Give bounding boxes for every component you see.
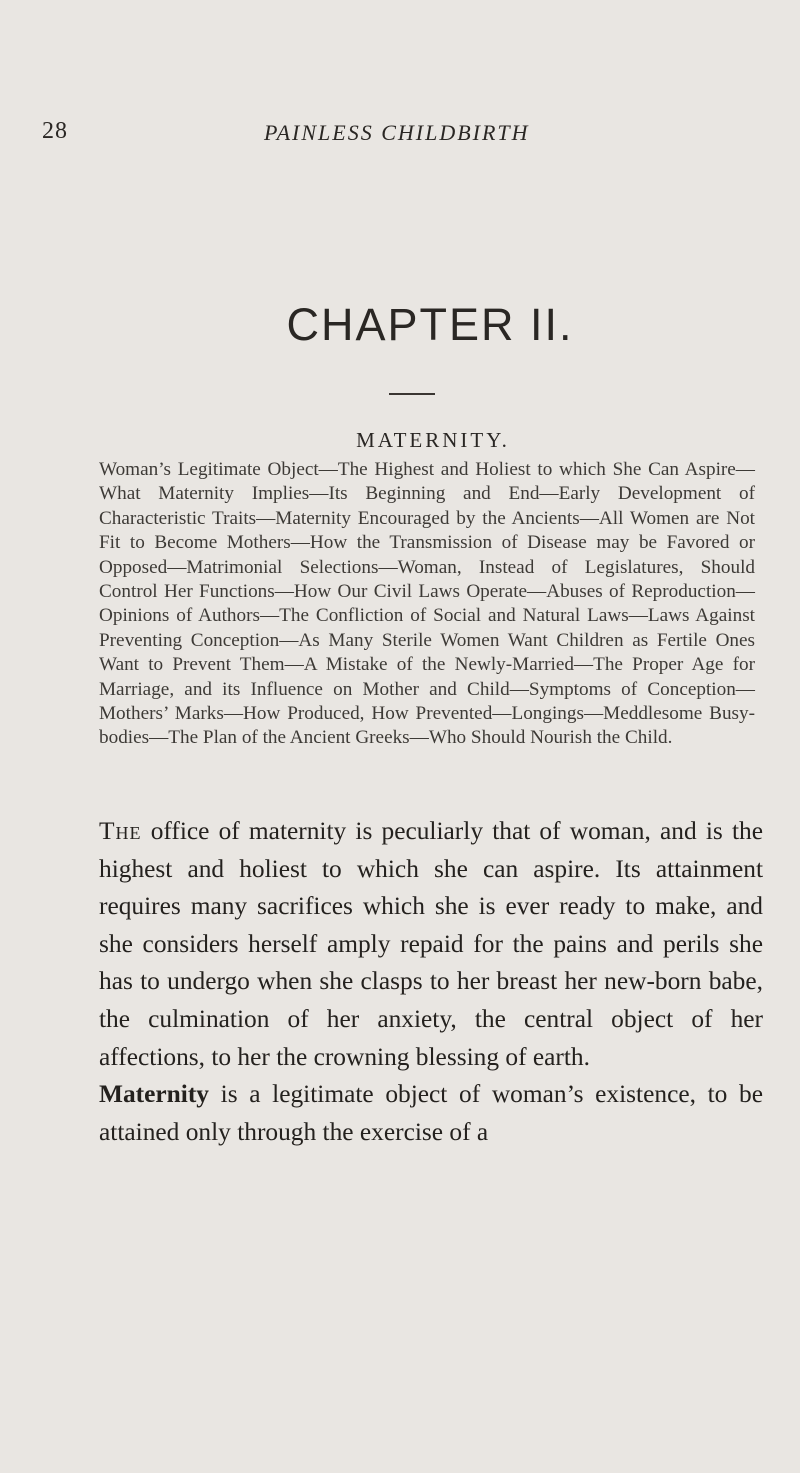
paragraph-2 xyxy=(99,1076,763,1151)
chapter-subtitle: MATERNITY. xyxy=(356,428,510,452)
paragraph-1-lead: The xyxy=(99,817,142,845)
running-head xyxy=(42,118,762,148)
page-number: 28 xyxy=(42,118,68,144)
paragraph-2-text: is a legitimate object of woman’s existence, to be attained only through the exercise of a xyxy=(99,1080,763,1146)
body-text xyxy=(99,813,763,1151)
paragraph-1-text: office of maternity is peculiarly that of woman, and is the highest and holiest to which she can aspire. Its attainment requires many sacrifices which she is ever ready to make, and she considers herself amply repaid for the pains and perils she has to undergo when she clasps to her breast her new-born babe, the culmination of her anxiety, the central object of her affections, to her the crowning blessing of earth. xyxy=(99,817,763,1071)
chapter-synopsis: Woman’s Legitimate Object—The Highest and Holiest to which She Can Aspire—What Maternity Implies—Its Beginning and End—Early Development of Characteristic Traits—Maternity Encouraged by the Ancients—All Women are Not Fit to Become Mothers—How the Transmission of Disease may be Favored or Opposed—Matrimonial Selections—Woman, Instead of Legislatures, Should Control Her Functions—How Our Civil Laws Operate—Abuses of Reproduction—Opinions of Authors—The Confliction of Social and Natural Laws—Laws Against Preventing Conception—As Many Sterile Women Want Children as Fertile Ones Want to Prevent Them—A Mistake of the Newly-Married—The Proper Age for Marriage, and its Influence on Mother and Child—Symptoms of Conception—Mothers’ Marks—How Produced, How Prevented—Longings—Meddlesome Busy-bodies—The Plan of the Ancient Greeks—Who Should Nourish the Child. xyxy=(99,459,755,749)
paragraph-2-lead: Maternity xyxy=(99,1080,209,1109)
title-rule xyxy=(389,393,435,395)
running-title: PAINLESS CHILDBIRTH xyxy=(264,120,530,145)
paragraph-1 xyxy=(99,813,763,1076)
chapter-title: CHAPTER II. xyxy=(286,299,574,350)
